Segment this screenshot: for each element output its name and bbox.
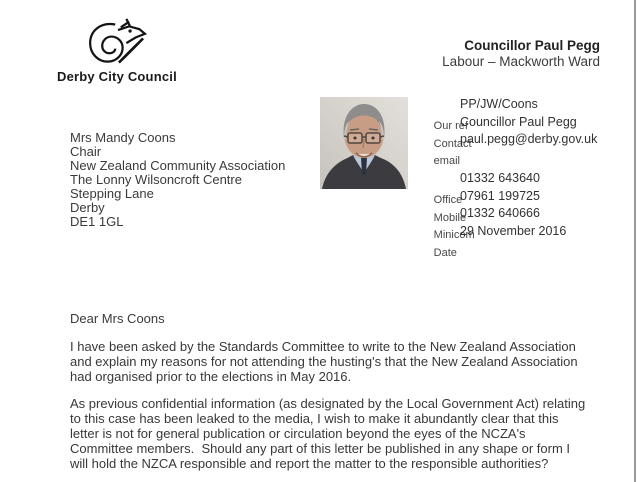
body-line: Committee members. Should any part of this letter be published in any shape or form I: [70, 441, 571, 456]
contact-row-value: PP/JW/Coons: [460, 97, 538, 111]
councillor-header: [442, 38, 600, 70]
address-line: Stepping Lane: [70, 186, 154, 201]
contact-row-label: Date: [433, 246, 457, 259]
address-line: The Lonny Wilsoncroft Centre: [70, 172, 242, 187]
derby-city-council-logo: [57, 18, 205, 88]
derby-ram-logo-icon: [85, 18, 151, 70]
address-line: Chair: [70, 144, 102, 159]
councillor-portrait-photo: [320, 97, 408, 189]
contact-row-label: Office: [433, 194, 463, 206]
recipient-address: [70, 131, 285, 229]
body-line: will hold the NZCA responsible and report the matter to the responsible authorities?: [70, 456, 549, 471]
contact-row-label: email: [433, 155, 460, 167]
party-ward-label: Labour – Mackworth Ward: [442, 54, 600, 69]
body-line: to this case has been leaked to the media, I wish to make it abundantly clear that this: [70, 411, 559, 426]
salutation: Dear Mrs Coons: [70, 311, 165, 326]
body-line: I have been asked by the Standards Committee to write to the New Zealand Association: [70, 339, 576, 354]
contact-row-value: Councillor Paul Pegg: [460, 114, 577, 129]
logo-org-name: Derby City Council: [57, 69, 177, 84]
contact-row-label: Mobile: [433, 211, 467, 224]
body-line: As previous confidential information (as designated by the Local Government Act) relating: [70, 396, 586, 411]
contact-row-value: 01332 643640: [460, 171, 540, 185]
contact-row-value: 01332 640666: [460, 206, 540, 220]
body-line: letter is not for general publication or circulation beyond the eyes of the NCZA's: [70, 426, 526, 441]
body-line: had organised prior to the elections in May 2016.: [70, 369, 352, 384]
body-line: and explain my reasons for not attending the husting's that the New Zealand Association: [70, 354, 578, 369]
contact-row: [407, 223, 567, 297]
contact-row-value: paul.pegg@derby.gov.uk: [460, 132, 598, 146]
address-line: Derby: [70, 200, 105, 215]
contact-row-value: 07961 199725: [460, 188, 540, 203]
letter-paragraph-1: [70, 339, 578, 384]
contact-row-label: Minicom: [433, 229, 475, 241]
contact-row-label: Our ref: [433, 120, 468, 132]
address-line: New Zealand Community Association: [70, 158, 286, 173]
address-line: Mrs Mandy Coons: [70, 130, 176, 145]
address-line: DE1 1GL: [70, 214, 124, 229]
page-right-edge-line: [634, 0, 636, 482]
contact-row-value: 29 November 2016: [460, 223, 567, 238]
councillor-name: Councillor Paul Pegg: [464, 38, 600, 53]
letter-paragraph-2: [70, 396, 585, 471]
contact-row-label: Contact: [433, 137, 472, 150]
